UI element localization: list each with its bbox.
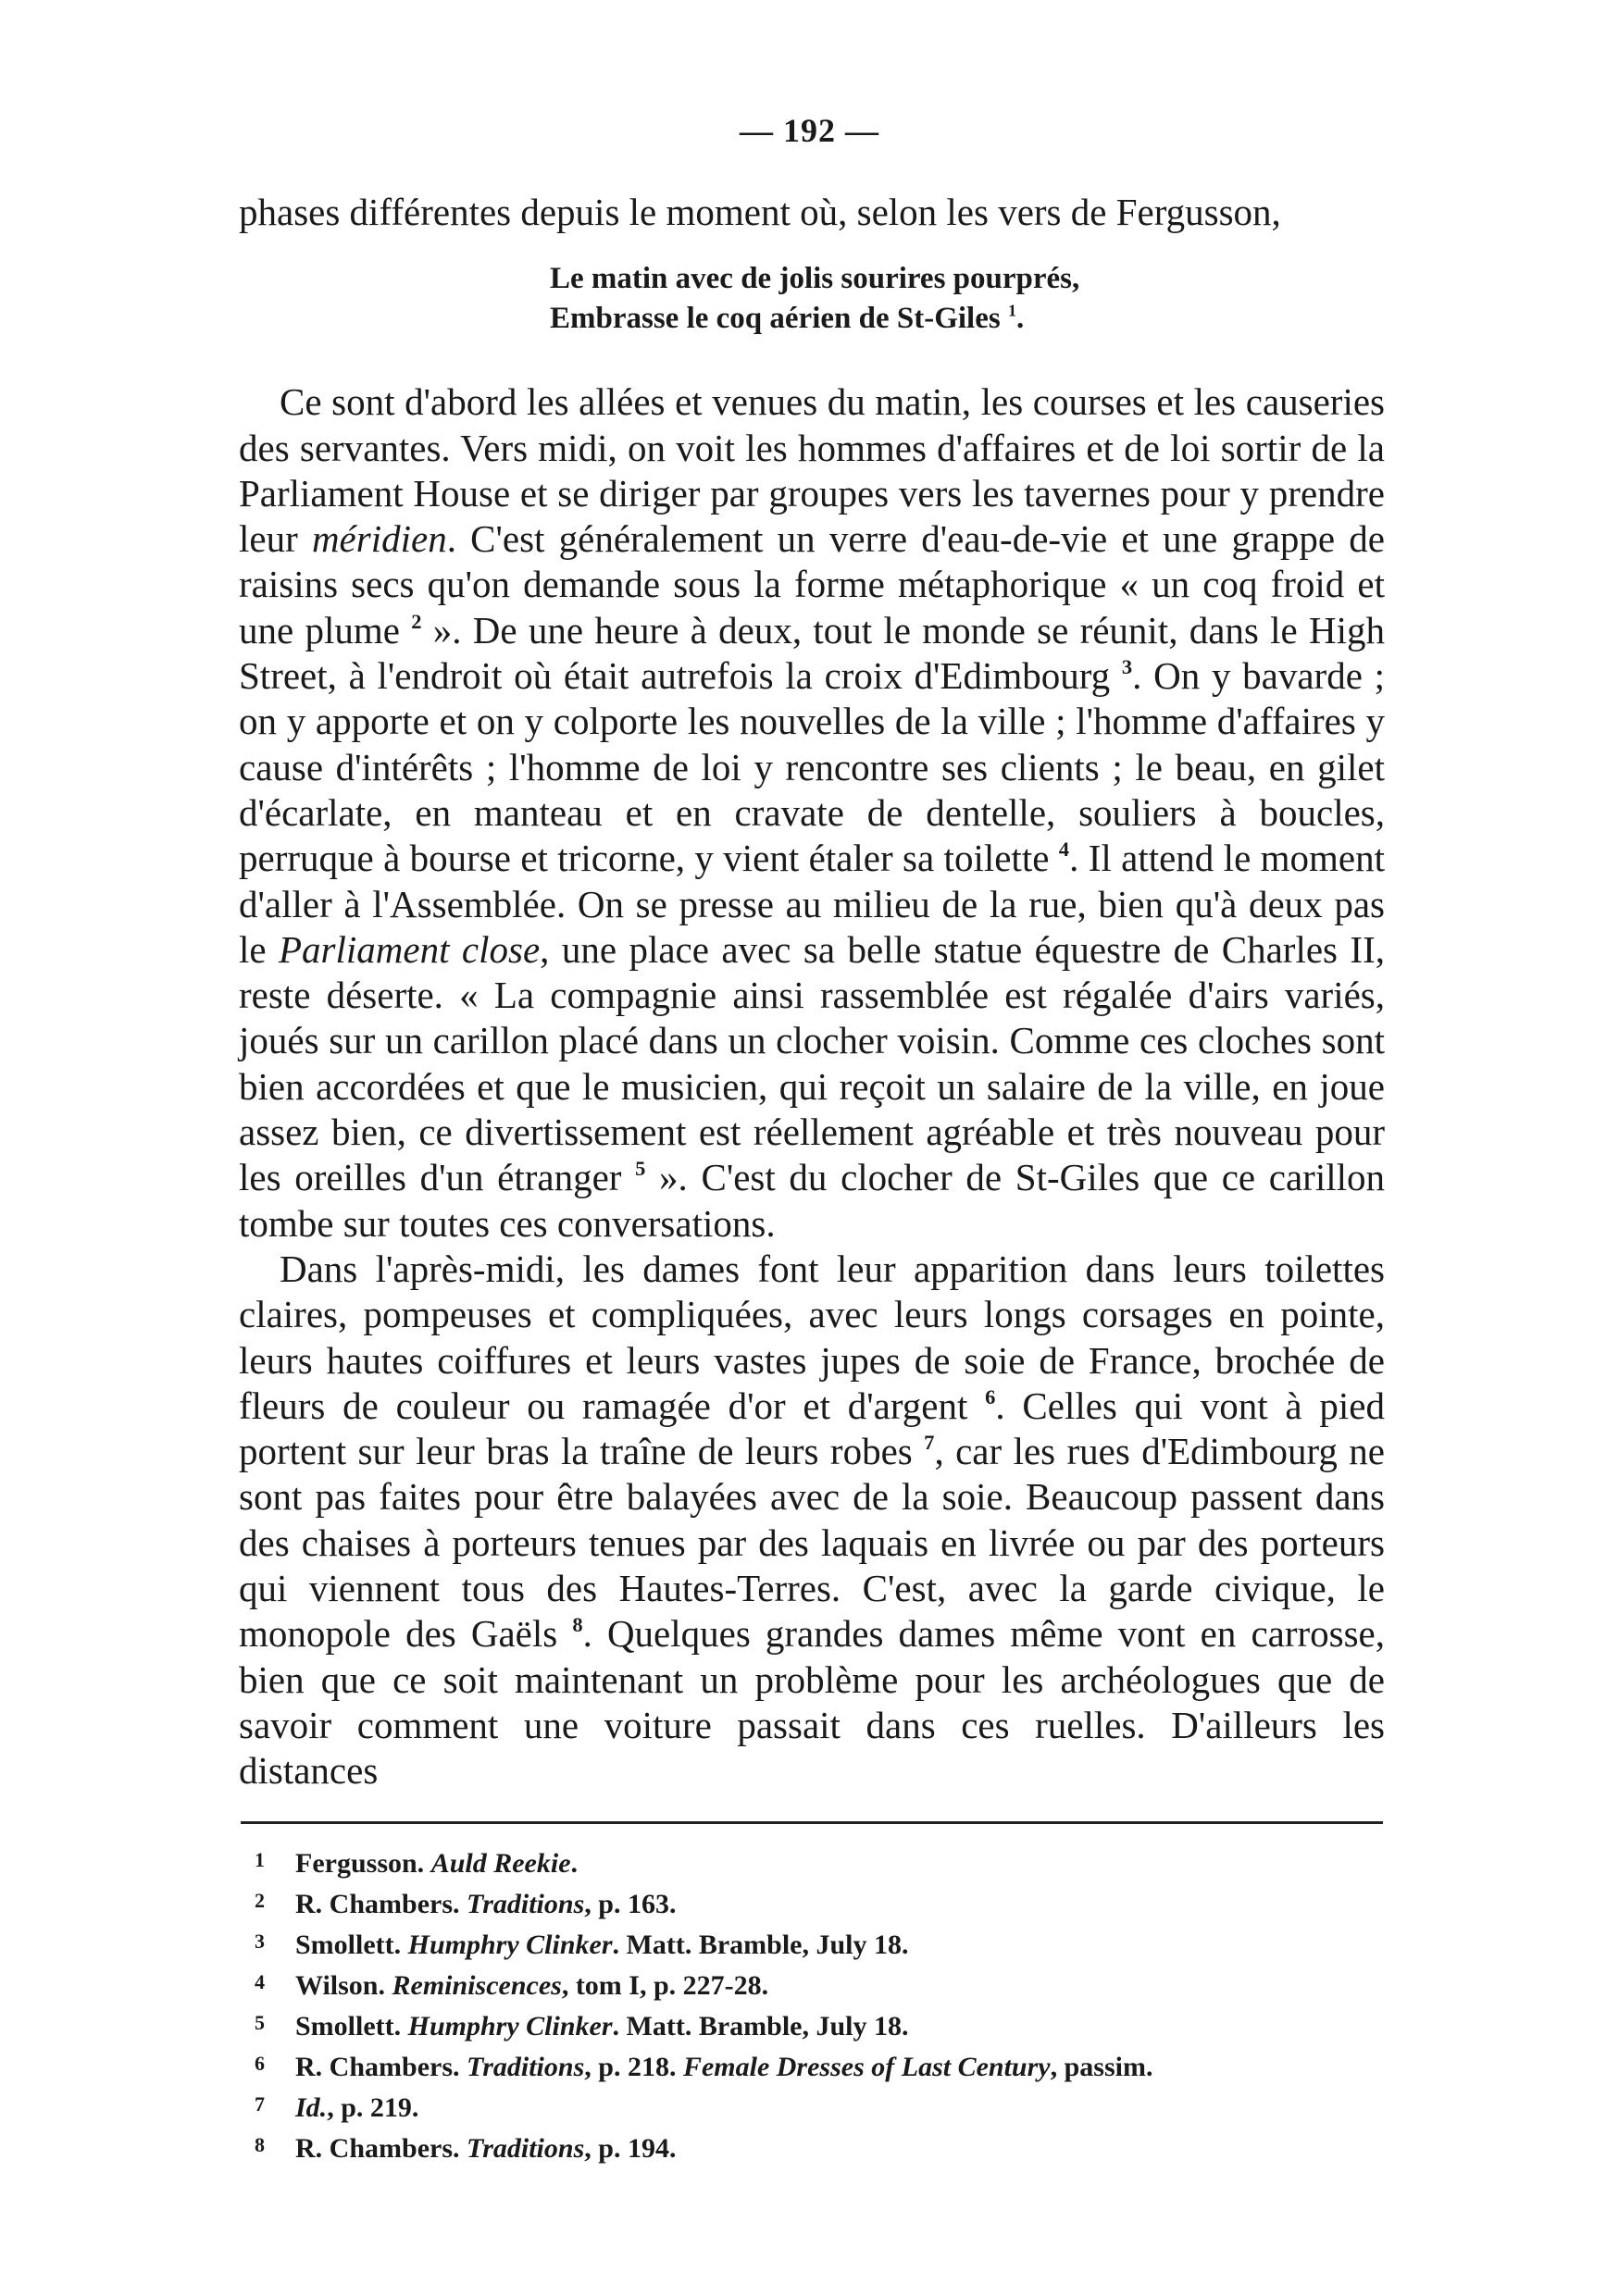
italic-term: méridien (311, 517, 447, 561)
footnote-ref: 3 (1121, 655, 1133, 679)
footnote-text: , p. 194. (584, 2133, 677, 2164)
footnote-text: , p. 218. (584, 2052, 683, 2082)
footnote-number: 6 (255, 2052, 265, 2075)
body-text (239, 190, 1385, 1794)
footnote-text: , p. 219. (327, 2092, 419, 2123)
verse-line-2-end: . (1016, 302, 1025, 336)
paragraph-1 (239, 379, 1385, 1247)
text-run: . Il attend le moment d'aller à l'Assemblée. On se presse au milieu de la rue, bien qu'à deux pas le (239, 837, 1386, 971)
footnote-ref: 7 (924, 1431, 935, 1455)
footnote-number: 5 (255, 2011, 265, 2034)
footnote-number: 4 (255, 1970, 265, 1993)
footnote-number: 7 (255, 2092, 265, 2116)
text-run: ». De une heure à deux, tout le monde se réunit, dans le High Street, à l'endroit où était autrefois la croix d'Edimbourg (239, 608, 1386, 698)
footnote (255, 2127, 1384, 2167)
verse-line-2-text: Embrasse le coq aérien de St-Giles (550, 302, 1001, 336)
footnote-title: Humphry Clinker (407, 1930, 613, 1960)
footnote-text: R. Chambers. (295, 1889, 467, 1919)
footnote-number: 3 (255, 1930, 265, 1953)
footnote-title: Auld Reekie (430, 1848, 571, 1879)
footnote-text: . (570, 1848, 579, 1879)
footnote-text: Wilson. (295, 1970, 392, 2001)
footnotes (255, 1842, 1384, 2167)
footnote-ref: 8 (572, 1613, 583, 1637)
text-run: ». C'est du clocher de St-Giles que ce carillon tombe sur toutes ces conversations. (239, 1156, 1385, 1245)
footnote (255, 1964, 1384, 2004)
text-run: Ce sont d'abord les allées et venues du matin, les courses et les causeries des servantes. Vers midi, on voit les hommes d'affaires et de loi sortir de la Parliament House et se diriger par groupes vers les tavernes pour y prendre leur (239, 380, 1385, 561)
footnote (255, 2045, 1384, 2086)
footnote-text: R. Chambers. (295, 2052, 467, 2082)
footnote-separator (241, 1821, 1383, 1824)
verse-line-1: Le matin avec de jolis sourires pourprés, (550, 262, 1080, 296)
footnote-text: , p. 163. (584, 1889, 677, 1919)
footnote-ref: 2 (411, 610, 422, 633)
footnote-number: 2 (255, 1889, 265, 1912)
footnote-ref: 6 (985, 1385, 996, 1409)
text-run: . Quelques grandes dames même vont en carrosse, bien que ce soit maintenant un problème pour les archéologues que de savoir comment une voiture passait dans ces ruelles. D'ailleurs les distances (239, 1612, 1386, 1793)
footnote-text: . Matt. Bramble, July 18. (612, 2011, 909, 2042)
footnote-text: Smollett. (295, 1930, 408, 1960)
text-run: , car les rues d'Edimbourg ne sont pas faites pour être balayées avec de la soie. Beaucoup passent dans des chaises à porteurs tenues par des laquais en livrée ou par des porteurs qui viennent tous des Hautes-Terres. C'est, avec la garde civique, le monopole des Gaëls (239, 1430, 1385, 1656)
footnote-text: , tom I, p. 227-28. (561, 1970, 769, 2001)
footnote-ref: 4 (1058, 838, 1070, 862)
footnote-text: . Matt. Bramble, July 18. (612, 1930, 909, 1960)
text-run: Dans l'après-midi, les dames font leur apparition dans leurs toilettes claires, pompeuses et compliquées, avec leurs longs corsages en pointe, leurs hautes coiffures et leurs vastes jupes de soie de France, brochée de fleurs de couleur ou ramagée d'or et d'argent (239, 1247, 1385, 1427)
text-run: , une place avec sa belle statue équestre de Charles II, reste déserte. « La compagnie ainsi rassemblée est régalée d'airs variés, joués sur un carillon placé dans un clocher voisin. Comme ces cloches sont bien accordées et que le musicien, qui reçoit un salaire de la ville, en joue assez bien, ce divertissement est réellement agréable et très nouveau pour les oreilles d'un étranger (239, 927, 1385, 1199)
footnote-title: Humphry Clinker (407, 2011, 613, 2042)
footnote (255, 1882, 1384, 1923)
footnote-ref: 5 (635, 1157, 646, 1181)
footnote-title: Traditions (467, 2052, 585, 2082)
footnote-text: R. Chambers. (295, 2133, 467, 2164)
text-run: . Celles qui vont à pied portent sur leur bras la traîne de leurs robes (239, 1384, 1385, 1473)
footnote-text: Fergusson. (295, 1848, 431, 1879)
paragraph-2 (239, 1247, 1385, 1794)
text-run: . On y bavarde ; on y apporte et on y colporte les nouvelles de la ville ; l'homme d'affaires y cause d'intérêts ; l'homme de loi y rencontre ses clients ; le beau, en gilet d'écarlate, en manteau et en cravate de dentelle, souliers à boucles, perruque à bourse et tricorne, y vient étaler sa toilette (239, 654, 1385, 880)
footnote-number: 1 (255, 1848, 265, 1871)
footnote (255, 1842, 1384, 1882)
italic-term: Parliament close (279, 927, 541, 971)
verse-line-2 (550, 299, 1385, 339)
footnote-text: , passim. (1050, 2052, 1153, 2082)
footnote (255, 2004, 1384, 2045)
page-number: — 192 — (740, 112, 879, 149)
text-run: . C'est généralement un verre d'eau-de-vie et une grappe de raisins secs qu'on demande sous la forme métaphorique « un coq froid et une plume (239, 517, 1385, 652)
footnote-number: 8 (255, 2133, 265, 2156)
footnote (255, 1923, 1384, 1964)
footnote-title: Traditions (467, 2133, 585, 2164)
footnote-text: Smollett. (295, 2011, 408, 2042)
opening-line: phases différentes depuis le moment où, selon les vers de Fergusson, (239, 191, 1281, 233)
verse-quote (550, 259, 1385, 339)
footnote-title: Reminiscences (392, 1970, 562, 2001)
footnote-title: Traditions (467, 1889, 585, 1919)
footnote-ref: 1 (1007, 301, 1017, 320)
footnote-title: Female Dresses of Last Century (682, 2052, 1051, 2082)
footnote (255, 2086, 1384, 2127)
footnote-title: Id. (295, 2092, 328, 2123)
